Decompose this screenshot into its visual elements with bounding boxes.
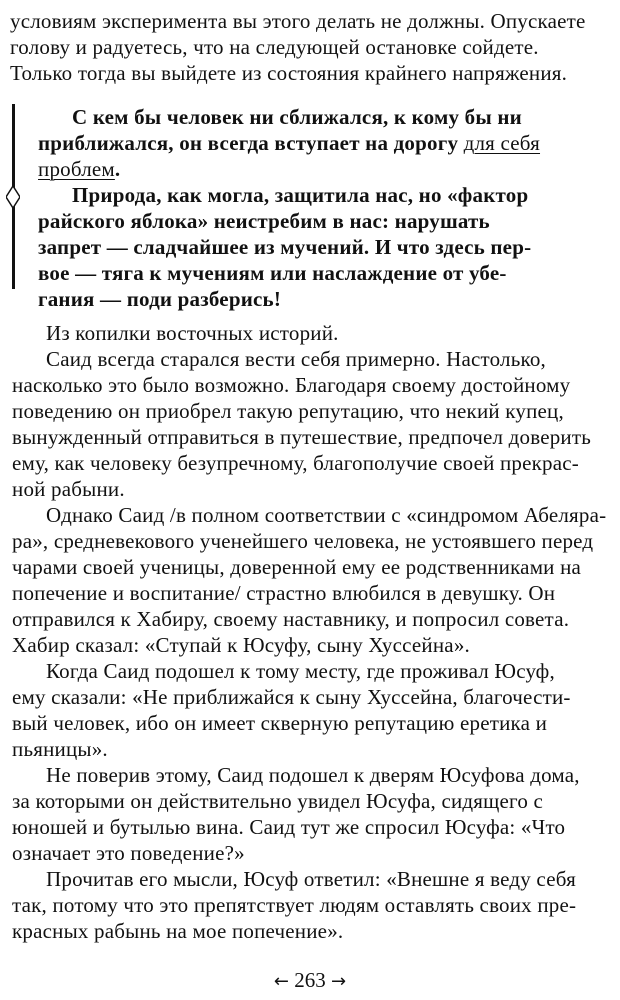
- text-line: отправился к Хабиру, своему наставнику, и попросил совета.: [12, 607, 570, 631]
- text-line: Не поверив этому, Саид подошел к дверям Юсуфова дома,: [46, 763, 580, 787]
- underlined-text: для себя: [463, 131, 541, 155]
- text-line: вый человек, ибо он имеет скверную репутацию еретика и: [12, 711, 548, 735]
- text-line: ной рабыни.: [12, 477, 125, 501]
- text-line: Саид всегда старался вести себя примерно. Настолько,: [46, 347, 546, 371]
- text-line: поведению он приобрел такую репутацию, что некий купец,: [12, 399, 564, 423]
- rule-ornament-icon: [6, 186, 20, 208]
- text-line: условиям эксперимента вы этого делать не должны. Опускаете: [10, 9, 586, 33]
- quote-line: вое — тяга к мучениям или наслаждение от убе-: [38, 261, 507, 285]
- text-line: ему сказали: «Не приближайся к сыну Хуссейна, благочести-: [12, 685, 571, 709]
- text-line: юношей и бутылью вина. Саид тут же спросил Юсуфа: «Что: [12, 815, 566, 839]
- text-line: Когда Саид подошел к тому месту, где проживал Юсуф,: [46, 659, 555, 683]
- quote-line: [38, 130, 540, 156]
- text-line: вынужденный отправиться в путешествие, предпочел доверить: [12, 425, 592, 449]
- left-arrow-icon: ←: [273, 971, 289, 992]
- text-line: Только тогда вы выйдете из состояния крайнего напряжения.: [10, 61, 568, 85]
- text-line: пьяницы».: [12, 737, 108, 761]
- underlined-text: проблем: [38, 157, 115, 181]
- text-line: насколько это было возможно. Благодаря своему достойному: [12, 373, 571, 397]
- text-line: красных рабынь на мое попечение».: [12, 919, 344, 943]
- quote-line: запрет — сладчайшее из мучений. И что здесь пер-: [38, 235, 532, 259]
- right-arrow-icon: →: [331, 971, 347, 992]
- quote-text: приближался, он всегда вступает на дорогу: [38, 131, 459, 155]
- text-line: голову и радуетесь, что на следующей остановке сойдете.: [10, 35, 539, 59]
- quote-line: гания — поди разберись!: [38, 287, 282, 311]
- quote-text: .: [114, 157, 121, 181]
- quote-line: райского яблока» неистребим в нас: нарушать: [38, 209, 490, 233]
- text-line: чарами своей ученицы, доверенной ему ее родственниками на: [12, 555, 582, 579]
- quote-line: С кем бы человек ни сближался, к кому бы ни: [72, 105, 522, 129]
- text-line: Прочитав его мысли, Юсуф ответил: «Внешне я веду себя: [46, 867, 576, 891]
- text-line: так, потому что это препятствует людям оставлять своих пре-: [12, 893, 577, 917]
- quote-line: [38, 156, 120, 182]
- text-line: Из копилки восточных историй.: [46, 321, 339, 345]
- page-number: [255, 967, 365, 995]
- text-line: попечение и воспитание/ страстно влюбился в девушку. Он: [12, 581, 556, 605]
- text-line: означает это поведение?»: [12, 841, 245, 865]
- text-line: Хабир сказал: «Ступай к Юсуфу, сыну Хуссейна».: [12, 633, 470, 657]
- text-line: за которыми он действительно увидел Юсуфа, сидящего с: [12, 789, 544, 813]
- text-line: ему, как человеку безупречному, благополучие своей прекрас-: [12, 451, 579, 475]
- page-number-text: 263: [294, 968, 326, 992]
- text-line: ра», средневекового ученейшего человека, не устоявшего перед: [12, 529, 594, 553]
- text-line: Однако Саид /в полном соответствии с «синдромом Абеляра-: [46, 503, 607, 527]
- quote-line: Природа, как могла, защитила нас, но «фактор: [72, 183, 529, 207]
